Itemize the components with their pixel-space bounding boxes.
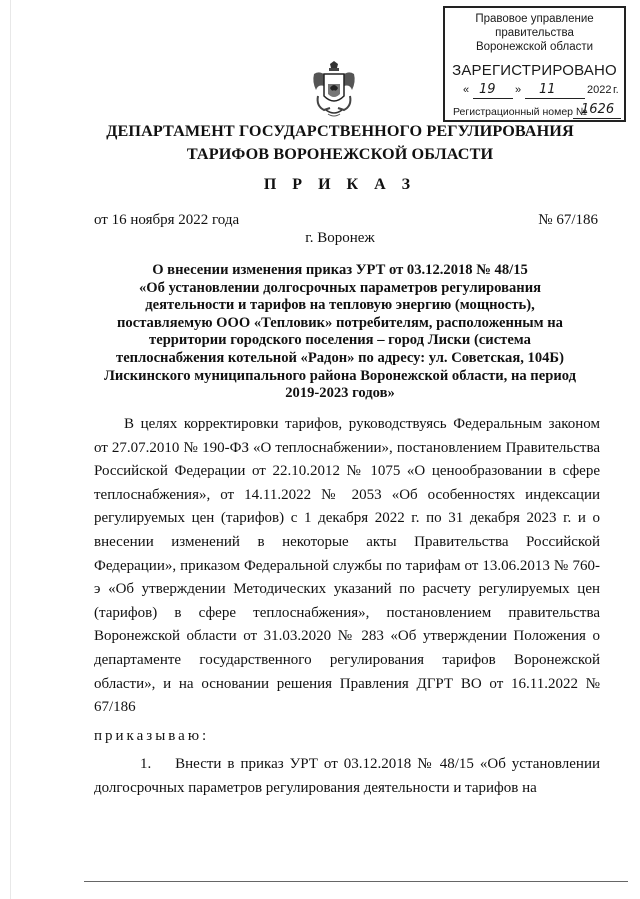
preamble-paragraph: В целях корректировки тарифов, руководствуясь Федеральным законом от 27.07.2010 № 190-ФЗ «О теплоснабжении», постановлением Правительства Российской Федерации от 22.10.2012 № 1075 «О ценообразовании в сфере теплоснабжения», от 14.11.2022 № 2053 «Об особенностях индексации регулируемых цен (тарифов) с 1 декабря 2022 г. по 31 декабря 2023 г. и о внесении изменений в некоторые акты Правительства Российской Федерации», приказом Федеральной службы по тарифам от 13.06.2013 № 760-э «Об утверждении Методических указаний по расчету регулируемых цен (тарифов) в сфере теплоснабжения», постановлением правительства Воронежской области от 31.03.2020 № 283 «Об утверждении Положения о департаменте государственного регулирования тарифов Воронежской области», и на основании решения Правления ДГРТ ВО от 16.11.2022 № 67/186 bbox=[94, 416, 600, 716]
heading-line: территории городского поселения – город Лиски (система bbox=[149, 332, 531, 349]
heading-line: деятельности и тарифов на тепловую энергию (мощность), bbox=[145, 297, 535, 314]
order-city: г. Воронеж bbox=[305, 230, 375, 246]
coat-of-arms-icon bbox=[308, 60, 360, 120]
heading-line: «Об установлении долгосрочных параметров регулирования bbox=[138, 279, 541, 296]
stamp-org-line2: Воронежской области bbox=[475, 41, 594, 53]
heading-line: Лискинского муниципального района Воронежской области, на период bbox=[104, 367, 576, 384]
stamp-number: 1626 bbox=[581, 102, 615, 117]
page-bottom-rule bbox=[84, 881, 628, 882]
order-date: от 16 ноября 2022 года bbox=[94, 212, 240, 228]
registration-stamp bbox=[443, 6, 626, 122]
heading-line: О внесении изменения приказ УРТ от 03.12.2018 № 48/15 bbox=[152, 262, 528, 278]
order-body bbox=[94, 413, 600, 801]
order-number: № 67/186 bbox=[538, 212, 598, 228]
stamp-month: 11 bbox=[539, 82, 556, 97]
order-heading bbox=[95, 262, 585, 403]
order-title: П Р И К А З bbox=[263, 176, 417, 193]
stamp-registered: ЗАРЕГИСТРИРОВАНО bbox=[452, 62, 617, 79]
stamp-date-line: « 19 » 11 2022 г. bbox=[463, 82, 619, 97]
stamp-org bbox=[445, 12, 624, 54]
stamp-year-suffix: г. bbox=[613, 84, 619, 96]
department-line2: ТАРИФОВ ВОРОНЕЖСКОЙ ОБЛАСТИ bbox=[186, 145, 494, 163]
department-name bbox=[90, 120, 590, 166]
stamp-year: 2022 bbox=[587, 84, 612, 96]
heading-line: поставляемую ООО «Тепловик» потребителям, расположенным на bbox=[117, 314, 563, 331]
heading-line: теплоснабжения котельной «Радон» по адресу: ул. Советская, 104Б) bbox=[116, 349, 564, 366]
stamp-org-line1: Правовое управление правительства bbox=[475, 13, 594, 39]
heading-line: 2019-2023 годов» bbox=[285, 385, 395, 402]
stamp-day: 19 bbox=[479, 82, 496, 97]
scan-edge bbox=[10, 0, 11, 899]
stamp-number-line bbox=[453, 102, 618, 118]
order-item-1: 1. Внести в приказ УРТ от 03.12.2018 № 48/15 «Об установлении долгосрочных параметров регулирования деятельности и тарифов на bbox=[94, 756, 600, 796]
orders-word: приказываю: bbox=[94, 727, 210, 744]
department-line1: ДЕПАРТАМЕНТ ГОСУДАРСТВЕННОГО РЕГУЛИРОВАНИЯ bbox=[106, 122, 574, 140]
stamp-number-label: Регистрационный номер № bbox=[453, 106, 588, 118]
